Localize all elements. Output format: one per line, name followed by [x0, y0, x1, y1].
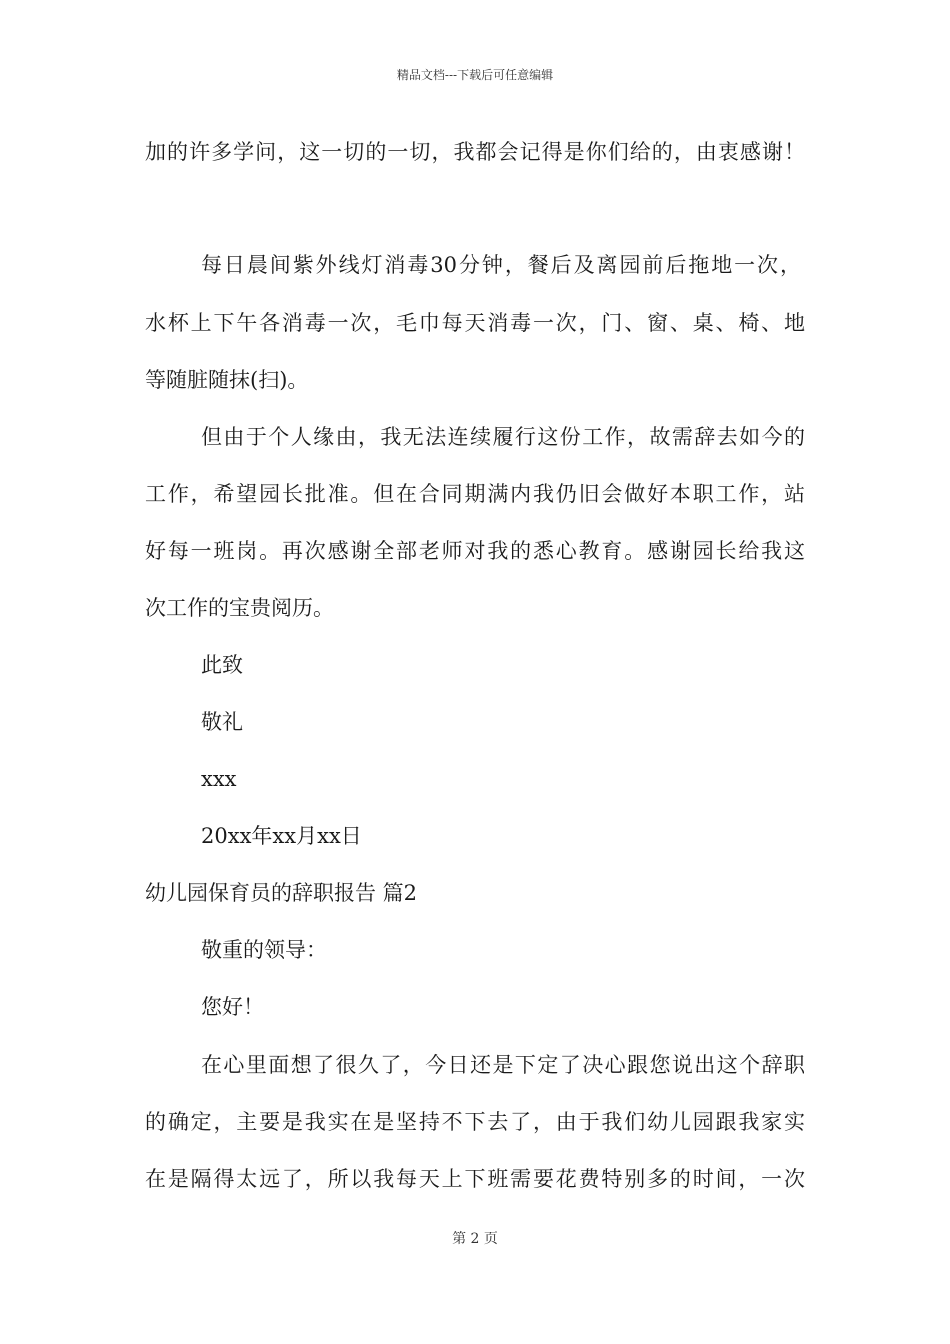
paragraph-line: 的确定，主要是我实在是坚持不下去了，由于我们幼儿园跟我家实 — [145, 1110, 805, 1134]
paragraph-line: 在是隔得太远了，所以我每天上下班需要花费特别多的时间，一次 — [145, 1167, 805, 1191]
paragraph-line: 在心里面想了很久了，今日还是下定了决心跟您说出这个辞职 — [201, 1053, 805, 1077]
greeting-line: 您好！ — [201, 995, 264, 1019]
paragraph-line: 好每一班岗。再次感谢全部老师对我的悉心教育。感谢园长给我这 — [145, 539, 805, 563]
paragraph-line: 等随脏随抹(扫)。 — [145, 368, 309, 392]
paragraph-line: 加的许多学问，这一切的一切，我都会记得是你们给的，由衷感谢！ — [145, 140, 805, 164]
page-header: 精品文档---下载后可任意编辑 — [396, 68, 554, 82]
paragraph-line: 水杯上下午各消毒一次，毛巾每天消毒一次，门、窗、桌、椅、地 — [145, 311, 805, 335]
page-number: 第 2 页 — [452, 1231, 498, 1247]
paragraph-line: 但由于个人缘由，我无法连续履行这份工作，故需辞去如今的 — [201, 425, 805, 449]
section-title: 幼儿园保育员的辞职报告 篇2 — [145, 881, 418, 905]
closing-salutation: 此致 — [201, 653, 243, 677]
signature-date: 20xx年xx月xx日 — [201, 824, 362, 848]
signature-name: xxx — [201, 767, 237, 791]
paragraph-line: 次工作的宝贵阅历。 — [145, 596, 334, 620]
closing-regards: 敬礼 — [201, 710, 243, 734]
paragraph-line: 工作，希望园长批准。但在合同期满内我仍旧会做好本职工作，站 — [145, 482, 805, 506]
paragraph-line: 每日晨间紫外线灯消毒30分钟，餐后及离园前后拖地一次， — [201, 253, 801, 277]
greeting-line: 敬重的领导： — [201, 938, 327, 962]
